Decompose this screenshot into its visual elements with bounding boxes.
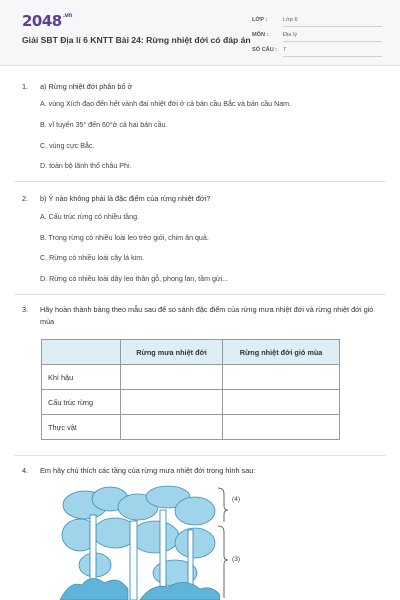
answer-cell[interactable]	[223, 415, 340, 440]
row-header: Cấu trúc rừng	[42, 390, 121, 415]
table-header-cell: Rừng mưa nhiệt đới	[121, 340, 223, 365]
site-logo[interactable]	[22, 12, 72, 30]
question-text: Hãy hoàn thành bảng theo mẫu sau để so sánh đặc điểm của rừng mưa nhiệt đới và rừng nhiệt đới gió mùa	[40, 305, 374, 326]
answer-cell[interactable]	[121, 415, 223, 440]
page-header	[0, 0, 400, 66]
table-header-cell	[42, 340, 121, 365]
comparison-table	[41, 339, 340, 440]
meta-divider	[283, 56, 382, 57]
row-header: Thực vật	[42, 415, 121, 440]
rainforest-illustration	[60, 485, 220, 600]
option-1b: B. vĩ tuyến 35° đến 60°ở cả hai bán cầu.	[40, 121, 168, 129]
row-header: Khí hậu	[42, 365, 121, 390]
meta-subject-value: Địa lý	[283, 32, 297, 38]
option-1a: A. vùng Xích đạo đến hết vành đai nhiệt đới ở cả bán cầu Bắc và bán cầu Nam.	[40, 100, 292, 108]
section-divider	[14, 455, 386, 456]
meta-divider	[283, 41, 382, 42]
meta-subject-label: MÔN :	[252, 32, 269, 38]
meta-grade-label: LỚP :	[252, 17, 268, 23]
layer-label-3: (3)	[232, 556, 241, 563]
question-number: 1.	[22, 82, 29, 91]
logo-suffix: .vn	[62, 12, 72, 19]
option-1c: C. vùng cực Bắc.	[40, 142, 95, 150]
table-header-cell: Rừng nhiệt đới gió mùa	[223, 340, 340, 365]
option-2c: C. Rừng có nhiều loài cây lá kim.	[40, 254, 145, 262]
option-2a: A. Cấu trúc rừng có nhiều tầng.	[40, 213, 139, 221]
option-2d: D. Rừng có nhiều loài dây leo thân gỗ, phong lan, tầm gửi...	[40, 275, 229, 283]
answer-cell[interactable]	[223, 365, 340, 390]
meta-divider	[283, 26, 382, 27]
table-row	[42, 365, 340, 390]
question-text: b) Ý nào không phải là đặc điểm của rừng nhiệt đới?	[40, 194, 211, 203]
meta-grade-value: Lớp 6	[283, 17, 298, 23]
layer-bracket	[216, 486, 230, 600]
document-title: Giải SBT Địa lí 6 KNTT Bài 24: Rừng nhiệt đới có đáp án	[22, 35, 251, 45]
answer-cell[interactable]	[121, 390, 223, 415]
question-number: 3.	[22, 305, 29, 314]
option-1d: D. toàn bộ lãnh thổ châu Phi.	[40, 162, 132, 170]
table-row	[42, 415, 340, 440]
layer-label-4: (4)	[232, 496, 241, 503]
logo-text: 2048	[22, 12, 62, 30]
question-text: a) Rừng nhiệt đới phân bố ở	[40, 82, 133, 91]
answer-cell[interactable]	[223, 390, 340, 415]
table-header-row	[42, 340, 340, 365]
meta-count-label: SỐ CÂU :	[252, 47, 278, 53]
section-divider	[14, 181, 386, 182]
question-number: 2.	[22, 194, 29, 203]
option-2b: B. Trong rừng có nhiều loài leo trèo giỏi, chim ăn quả.	[40, 234, 209, 242]
answer-cell[interactable]	[121, 365, 223, 390]
section-divider	[14, 294, 386, 295]
question-number: 4.	[22, 466, 29, 475]
meta-count-value: 7	[283, 47, 287, 53]
question-text: Em hãy chú thích các tầng của rừng mưa nhiệt đới trong hình sau:	[40, 466, 256, 475]
table-row	[42, 390, 340, 415]
